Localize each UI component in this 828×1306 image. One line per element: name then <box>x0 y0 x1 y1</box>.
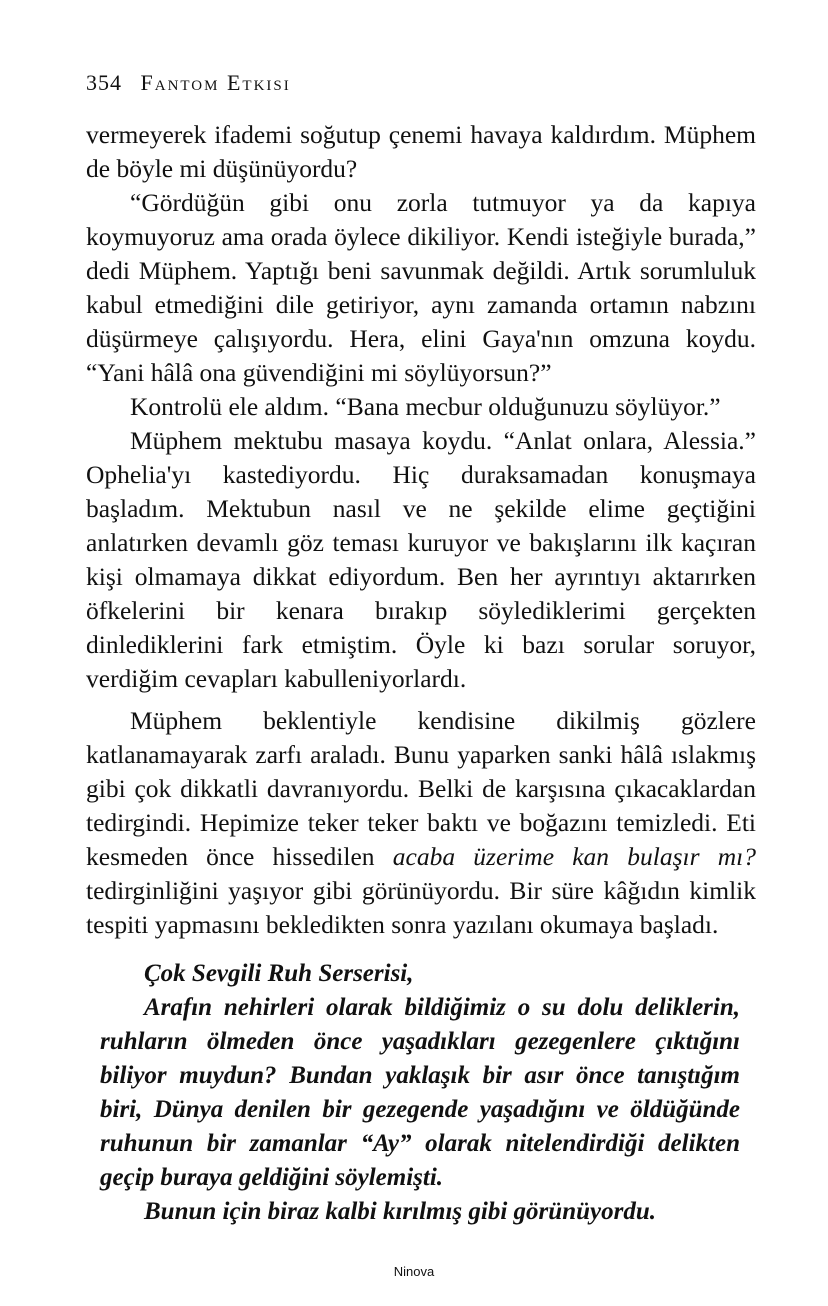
paragraph-text: Müphem beklentiyle kendisine dikilmiş gözlere katlanamayarak zarfı araladı. Bunu yaparken sanki hâlâ ıslakmış gibi çok dikkatli davranıyordu. Belki de karşısına çıkacaklardan tedirgindi. Hepimize teker teker baktı ve boğazını temizledi. Eti kesmeden önce hissedilen <box>86 706 756 871</box>
running-title: Fantom Etkisi <box>140 70 291 95</box>
letter-body: Arafın nehirleri olarak bildiğimiz o su dolu deliklerin, ruhların ölmeden önce yaşadıkları gezegenlere çıktığını biliyor muydun? Bundan yaklaşık bir asır önce tanıştığım biri, Dünya denilen bir gezegende yaşadığını ve öldüğünde ruhunun bir zamanlar “Ay” olarak nitelendirdiği delikten geçip buraya geldiğini söylemişti. <box>100 994 740 1191</box>
italic-phrase: acaba üzerime kan bulaşır mı? <box>392 842 757 871</box>
page-number: 354 <box>86 70 122 95</box>
letter <box>100 957 740 1229</box>
page-header <box>86 70 291 96</box>
paragraph: Kontrolü ele aldım. “Bana mecbur olduğunuzu söylüyor.” <box>130 392 721 421</box>
body-text <box>86 118 756 942</box>
paragraph: vermeyerek ifademi soğutup çenemi havaya kaldırdım. Müphem de böyle mi düşünüyordu? <box>86 120 756 183</box>
letter-closing: Bunun için biraz kalbi kırılmış gibi görünüyordu. <box>144 1198 656 1225</box>
paragraph <box>86 704 756 942</box>
publisher-footer: Ninova <box>393 1264 435 1279</box>
letter-salutation: Çok Sevgili Ruh Serserisi, <box>144 960 414 987</box>
paragraph: “Gördüğün gibi onu zorla tutmuyor ya da kapıya koymuyoruz ama orada öylece dikiliyor. Kendi isteğiyle burada,” dedi Müphem. Yaptığı beni savunmak değildi. Artık sorumluluk kabul etmediğini dile getiriyor, aynı zamanda ortamın nabzını düşürmeye çalışıyordu. Hera, elini Gaya'nın omzuna koydu. “Yani hâlâ ona güvendiğini mi söylüyorsun?” <box>86 188 756 387</box>
paragraph: Müphem mektubu masaya koydu. “Anlat onlara, Alessia.” Ophelia'yı kastediyordu. Hiç duraksamadan konuşmaya başladım. Mektubun nasıl ve ne şekilde elime geçtiğini anlatırken devamlı göz teması kuruyor ve bakışlarını ilk kaçıran kişi olmamaya dikkat ediyordum. Ben her ayrıntıyı aktarırken öfkelerini bir kenara bırakıp söylediklerimi gerçekten dinlediklerini fark etmiştim. Öyle ki bazı sorular soruyor, verdiğim cevapları kabulleniyorlardı. <box>86 426 756 693</box>
paragraph-text: tedirginliğini yaşıyor gibi görünüyordu. Bir süre kâğıdın kimlik tespiti yapmasını bekledikten sonra yazılanı okumaya başladı. <box>86 876 756 939</box>
